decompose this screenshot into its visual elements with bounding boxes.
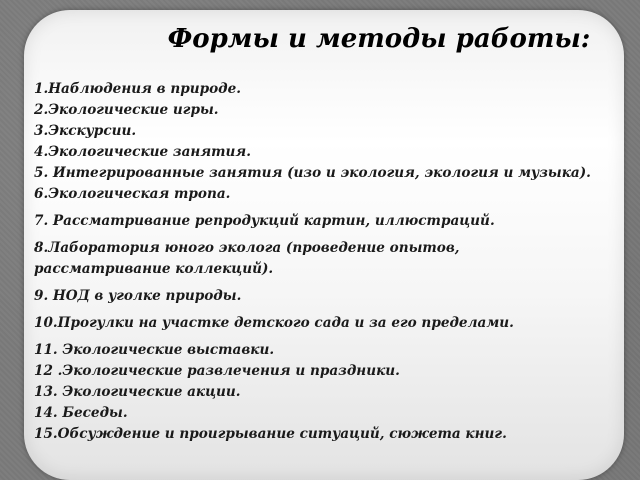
- list-item: 12 .Экологические развлечения и праздники.: [34, 363, 400, 379]
- slide-title: Формы и методы работы:: [167, 24, 591, 54]
- list-item: 15.Обсуждение и проигрывание ситуаций, сюжета книг.: [34, 426, 507, 442]
- list-item: 1.Наблюдения в природе.: [34, 81, 242, 97]
- list-item: 9. НОД в уголке природы.: [34, 288, 242, 304]
- list-item: 4.Экологические занятия.: [34, 144, 251, 160]
- list-item: 13. Экологические акции.: [34, 384, 241, 400]
- list-item: 7. Рассматривание репродукций картин, иллюстраций.: [34, 213, 495, 229]
- list-item: 3.Экскурсии.: [34, 123, 137, 139]
- list-item: 10.Прогулки на участке детского сада и за его пределами.: [34, 315, 514, 331]
- list-item: 14. Беседы.: [34, 405, 128, 421]
- content-panel: [24, 10, 624, 480]
- methods-list: [34, 79, 594, 445]
- list-item: 6.Экологическая тропа.: [34, 186, 231, 202]
- list-item: 5. Интегрированные занятия (изо и экология, экология и музыка).: [34, 165, 591, 181]
- list-item: 11. Экологические выставки.: [34, 342, 275, 358]
- list-item: 8.Лаборатория юного эколога (проведение опытов, рассматривание коллекций).: [34, 240, 460, 277]
- list-item: 2.Экологические игры.: [34, 102, 219, 118]
